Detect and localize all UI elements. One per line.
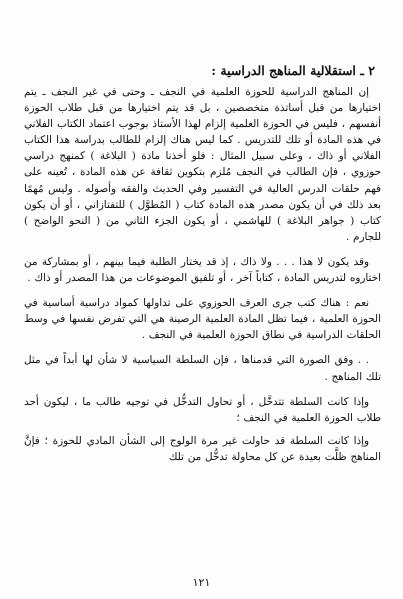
section-heading: ٢ ـ استقلالية المناهج الدراسية : (211, 63, 375, 78)
page-body (24, 62, 381, 474)
paragraph-political-authority: . . وفق الصورة التي قدمناها ، فإن السلطة السياسية لا شأن لها أبداً في مثل تلك المناهج . (24, 354, 381, 383)
paragraph-material-affairs: وإذا كانت السلطة قد حاولت غير مرة الولوج إلى الشأن المادي للحوزة ؛ فإنَّ المناهج ظلَّت بعيدة عن كل محاولة تدخُّل من تلك (24, 434, 381, 463)
paragraph-curriculum-selection: إن المناهج الدراسية للحوزة العلمية في النجف ـ وحتى في غير النجف ـ يتم اختيارها من قبل أساتذة متخصصين ، بل قد يتم اختيارها من قبل طلاب الحوزة أنفسهم ، فليس في الحوزة العلمية إلزام لهذا الأستاذ بوجوب اعتماد الكتاب الفلاني في هذه المادة أو تلك للتدريس . كما ليس هناك إلزام للطالب بدراسة هذا الكتاب الفلاني أو ذاك ، وعلى سبيل المثال : فلو أخذنا مادة ( البلاغة ) كمنهج دراسي حوزوي ، فإن الطالب في النجف مُلزم بتكوين ثقافة عن هذه المادة ، تُعينه على فهم حلقات الدرس العالية في التفسير وفي الحديث والفقه وأصوله . وليس مُهمًا بعد ذلك في أن يكون مصدر هذه المادة كتاب ( المُطوَّل ) للتفتازاني ، أو أن يكون كتاب ( جواهر البلاغة ) للهاشمي ، أو يكون الجزء الثاني من ( النحو الواضح ) للجارم . (24, 86, 381, 243)
page-number: ١٢١ (192, 576, 211, 589)
paragraph-student-choice: وقد يكون لا هذا . . . ولا ذاك ، إذ قد يختار الطلبة فيما بينهم ، أو بمشاركة من اختاروه لتدريس المادة ، كتاباً آخر ، أو تلفيق الموضوعات من هذا المصدر أو ذاك . (24, 255, 381, 285)
paragraph-authority-interference: وإذا كانت السلطة تتدخَّل ، أو تحاول التدخُّل في توجيه طالب ما ، ليكون أحد طلاب الحوزة العلمية في النجف ؛ (24, 395, 381, 424)
paragraph-traditional-books: نعم : هناك كتب جرى العرف الحوزوي على تداولها كمواد دراسية أساسية في الحوزة العلمية ، فيما تظل المادة العلمية الرصينة هي التي تفرض نفسها في وسط الحلقات الدراسية في نطاق الحوزة العلمية في النجف . (24, 297, 381, 342)
